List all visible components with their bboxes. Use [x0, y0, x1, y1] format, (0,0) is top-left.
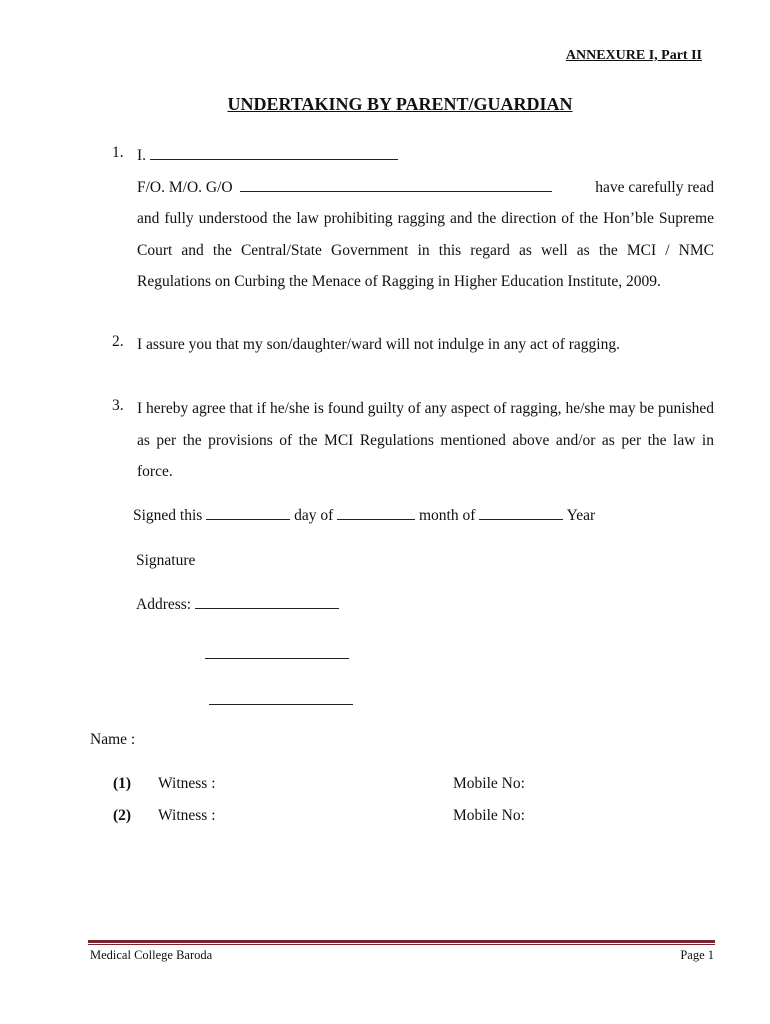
mobile-label-1: Mobile No:: [453, 775, 525, 792]
item-number-2: 2.: [112, 333, 124, 350]
list-item-3: [112, 393, 714, 488]
witness-label-2: Witness :: [158, 807, 216, 824]
signed-this-label: Signed this: [133, 507, 203, 524]
list-item-1: [112, 140, 714, 298]
item-1-line-2: [137, 172, 714, 204]
signature-label: Signature: [136, 552, 196, 569]
list-item-2: [112, 329, 714, 361]
item-1-fo-label: F/O. M/O. G/O: [137, 178, 233, 196]
address-blank-2[interactable]: [205, 658, 349, 659]
mobile-label-2: Mobile No:: [453, 807, 525, 824]
item-1-line-2-suffix: have carefully read: [595, 178, 714, 196]
witness-label-1: Witness :: [158, 775, 216, 792]
signed-line: [133, 507, 595, 525]
item-1-line-1: [137, 140, 714, 172]
name-blank[interactable]: [150, 147, 398, 160]
item-number-3: 3.: [112, 397, 124, 414]
address-blank-1[interactable]: [195, 596, 339, 609]
footer-rule: [88, 940, 715, 943]
day-blank[interactable]: [206, 507, 290, 520]
item-number-1: 1.: [112, 144, 124, 161]
footer-left: Medical College Baroda: [90, 948, 213, 962]
year-blank[interactable]: [479, 507, 563, 520]
item-2-text: I assure you that my son/daughter/ward will not indulge in any act of ragging.: [137, 336, 620, 353]
day-of-label: day of: [294, 507, 334, 524]
month-blank[interactable]: [337, 507, 415, 520]
address-blank-3[interactable]: [209, 704, 353, 705]
month-of-label: month of: [419, 507, 476, 524]
address-label: Address:: [136, 596, 192, 613]
address-line: [136, 596, 339, 614]
page-title: UNDERTAKING BY PARENT/GUARDIAN: [227, 94, 573, 114]
item-3-text: I hereby agree that if he/she is found guilty of any aspect of ragging, he/she may be punished as per the provisions of the MCI Regulations mentioned above and/or as per the law in force.: [137, 400, 714, 481]
annexure-label: ANNEXURE I, Part II: [565, 48, 702, 63]
footer-rule-thin: [88, 944, 715, 945]
item-1-text: and fully understood the law prohibiting ragging and the direction of the Hon’ble Supreme Court and the Central/State Government in this regard as well as the MCI / NMC Regulations on Curbing the Menace of Ragging in Higher Education Institute, 2009.: [137, 210, 714, 291]
witness-number-2: (2): [113, 807, 132, 824]
year-label: Year: [566, 507, 596, 524]
parent-of-blank[interactable]: [240, 179, 552, 192]
item-1-prefix: I.: [137, 147, 147, 164]
witness-number-1: (1): [113, 775, 132, 792]
page-number: Page 1: [680, 948, 714, 962]
name-label: Name :: [90, 731, 136, 748]
